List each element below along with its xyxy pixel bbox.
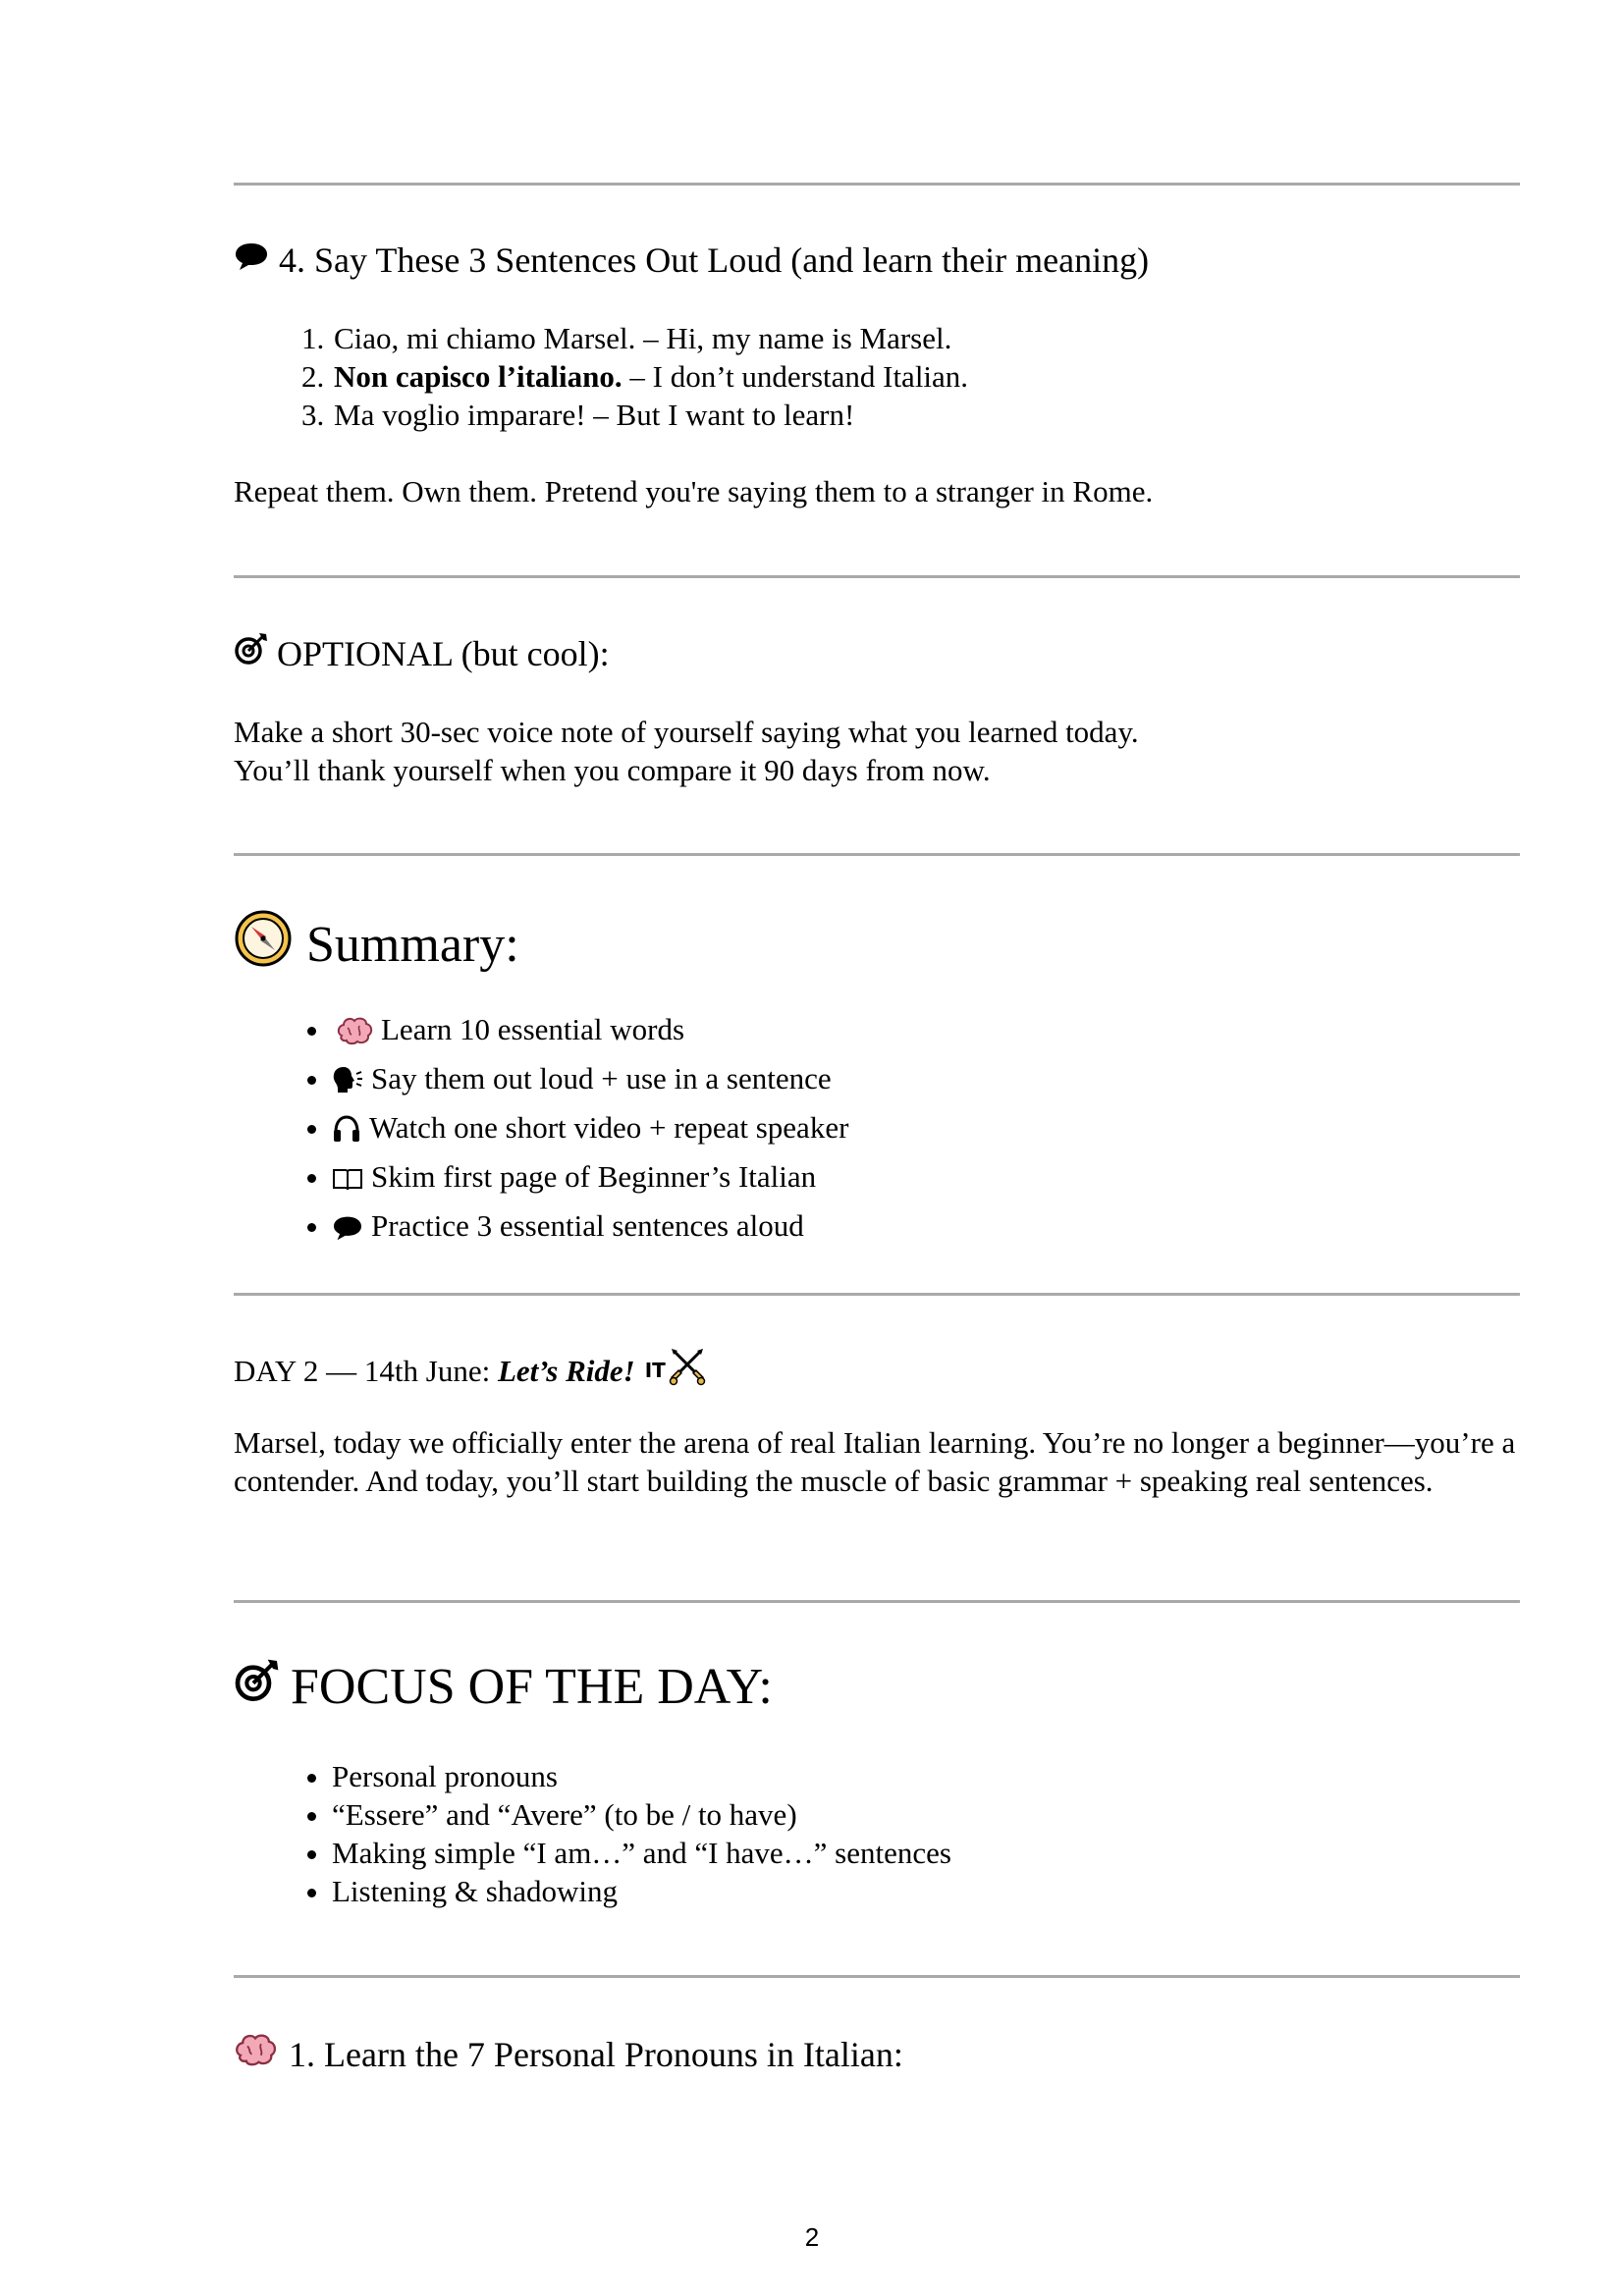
open-book-icon (332, 1161, 363, 1204)
list-item: 1. Ciao, mi chiamo Marsel. – Hi, my name is Marsel. (332, 319, 1618, 357)
paragraph: Repeat them. Own them. Pretend you're saying them to a stranger in Rome. (234, 474, 1154, 508)
speech-bubble-icon (332, 1210, 363, 1254)
speech-bubble-icon (234, 239, 269, 282)
list-item: • Learn 10 essential words (332, 1008, 1618, 1057)
compass-icon (234, 909, 293, 982)
section-speak-heading: 4. Say These 3 Sentences Out Loud (and learn their meaning) (234, 239, 1520, 282)
speaking-head-icon (332, 1063, 363, 1106)
list-item: 3. Ma voglio imparare! – But I want to learn! (332, 396, 1618, 434)
section-pronouns-heading: 1. Learn the 7 Personal Pronouns in Italian: (234, 2032, 1520, 2077)
divider (234, 1975, 1520, 1978)
summary-list (234, 1008, 1618, 1254)
list-item: • Say them out loud + use in a sentence (332, 1057, 1618, 1106)
divider (234, 575, 1520, 578)
list-item: • Listening & shadowing (332, 1872, 1618, 1910)
list-item: • Skim first page of Beginner’s Italian (332, 1155, 1618, 1204)
paragraph: Marsel, today we officially enter the arena of real Italian learning. You’re no longer a beginner—you’re a contender. And today, you’ll start building the muscle of basic grammar + speaking real sentences. (234, 1425, 1516, 1498)
summary-heading: Summary: (234, 909, 1520, 982)
list-item: • “Essere” and “Avere” (to be / to have) (332, 1795, 1618, 1834)
list-item: • Practice 3 essential sentences aloud (332, 1204, 1618, 1254)
headphones-icon (332, 1112, 361, 1155)
crossed-swords-icon (668, 1347, 707, 1395)
day-heading: DAY 2 — 14th June: Let’s Ride! IT (234, 1347, 1520, 1395)
brain-icon (234, 2032, 277, 2077)
italy-flag-label: IT (644, 1359, 666, 1382)
focus-list (234, 1757, 1618, 1910)
divider (234, 1293, 1520, 1296)
divider (234, 853, 1520, 856)
target-icon (234, 631, 269, 676)
divider (234, 183, 1520, 186)
sentence-list (234, 319, 1618, 434)
list-item: • Watch one short video + repeat speaker (332, 1106, 1618, 1155)
list-item: • Making simple “I am…” and “I have…” sentences (332, 1834, 1618, 1872)
paragraph: Make a short 30-sec voice note of yourself saying what you learned today. You’ll thank yourself when you compare it 90 days from now. (234, 715, 1139, 787)
list-item: 2. Non capisco l’italiano. – I don’t understand Italian. (332, 357, 1618, 396)
target-icon (234, 1657, 281, 1718)
list-item: • Personal pronouns (332, 1757, 1618, 1795)
divider (234, 1600, 1520, 1603)
page-number: 2 (804, 2222, 820, 2252)
focus-heading: FOCUS OF THE DAY: (234, 1657, 1520, 1718)
brain-icon (336, 1014, 373, 1057)
section-optional-heading: OPTIONAL (but cool): (234, 631, 1520, 676)
